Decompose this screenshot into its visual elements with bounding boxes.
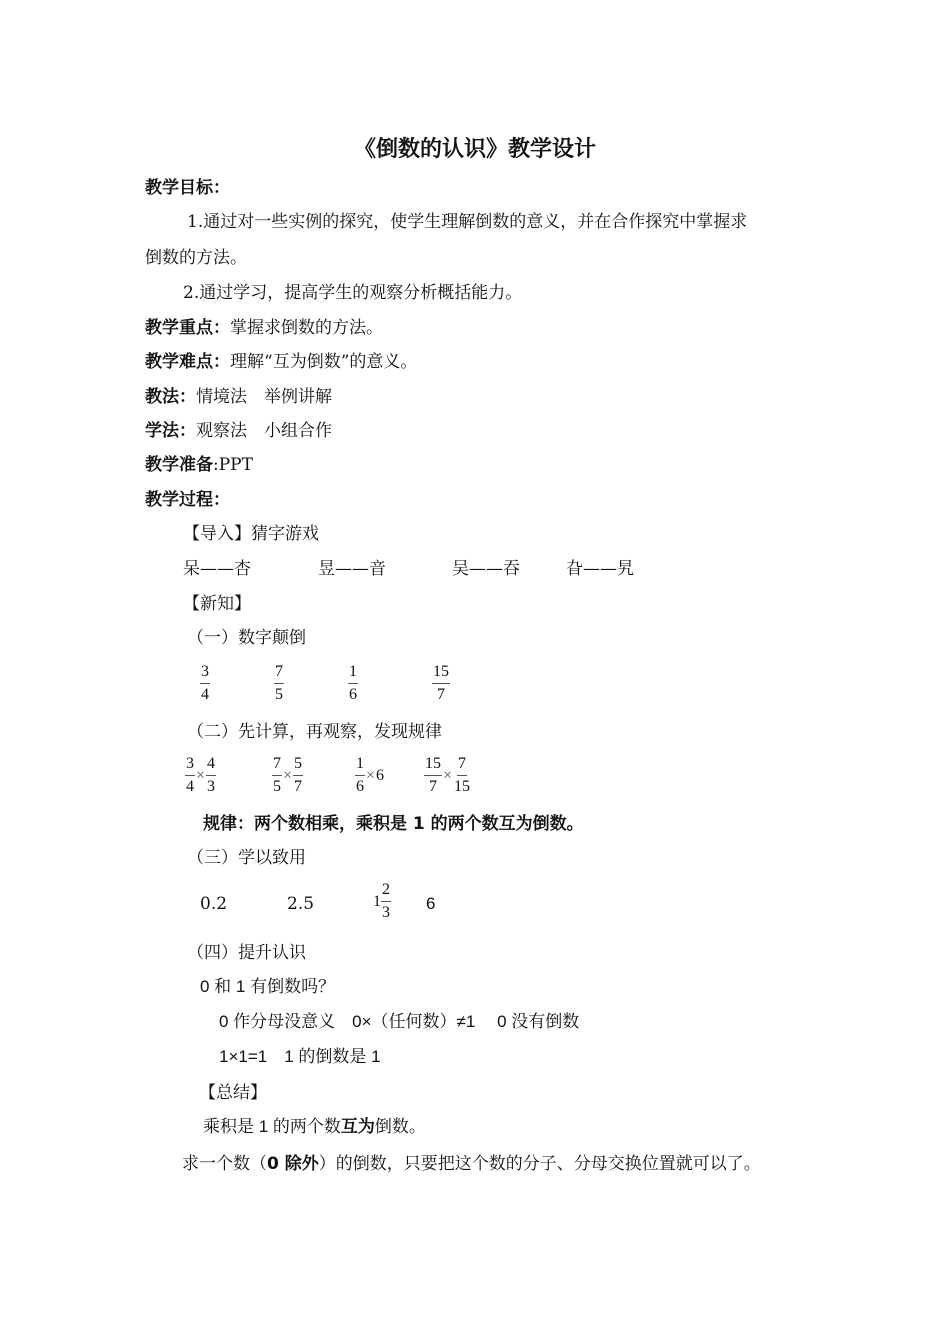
summary-line-2-emphasis: 0 除外	[267, 1154, 319, 1174]
multiplication-expression	[355, 754, 384, 797]
times-sign: ×	[196, 766, 206, 784]
practice-number: 2.5	[287, 894, 315, 914]
numerator: 15	[424, 754, 442, 776]
multiplication-expression	[424, 754, 471, 797]
process-label: 教学过程：	[145, 490, 230, 510]
part3-heading: （三）学以致用	[187, 848, 306, 868]
numerator: 7	[272, 754, 282, 776]
preparation-text: :PPT	[213, 455, 253, 475]
denominator: 7	[437, 686, 445, 703]
summary-line-2	[182, 1152, 761, 1176]
preparation-label: 教学准备	[145, 455, 213, 475]
numerator: 3	[185, 754, 195, 776]
teaching-method-label: 教法：	[145, 387, 196, 407]
denominator: 6	[349, 686, 357, 703]
numerator: 7	[457, 754, 467, 776]
denominator: 4	[201, 686, 209, 703]
denominator: 7	[429, 778, 437, 795]
new-knowledge-heading: 【新知】	[183, 594, 251, 614]
objective-1-line-2: 倒数的方法。	[145, 248, 247, 268]
numerator: 5	[293, 754, 303, 776]
difficulty	[145, 350, 417, 374]
intro-pair: 吴——吞	[452, 559, 520, 579]
key-point-label: 教学重点：	[145, 318, 230, 338]
numerator: 1	[348, 662, 358, 684]
summary-line-1-end: 倒数。	[374, 1117, 426, 1136]
learning-method-text: 观察法 小组合作	[196, 421, 332, 441]
fraction	[348, 662, 358, 705]
denominator: 3	[207, 778, 216, 795]
part4-line-2: 1×1=1 1 的倒数是 1	[219, 1047, 381, 1066]
numerator: 7	[274, 662, 284, 684]
times-sign: ×	[283, 766, 293, 784]
denominator: 7	[294, 778, 303, 795]
teaching-method-text: 情境法 举例讲解	[196, 387, 332, 407]
multiplication-expression	[185, 754, 216, 797]
key-point-text: 掌握求倒数的方法。	[230, 318, 383, 338]
intro-heading: 【导入】猜字游戏	[183, 524, 319, 544]
fraction	[274, 662, 284, 705]
part4-heading: （四）提升认识	[187, 943, 306, 963]
denominator: 6	[356, 778, 364, 795]
objectives-label: 教学目标：	[145, 178, 230, 198]
intro-pair: 旮——旯	[566, 559, 634, 579]
difficulty-text: 理解“互为倒数”的意义。	[230, 352, 418, 372]
objective-1-line-1: 1.通过对一些实例的探究，使学生理解倒数的意义，并在合作探究中掌握求	[187, 212, 748, 232]
multiplication-expression	[272, 754, 303, 797]
summary-line-1-text: 乘积是 1 的两个数	[203, 1117, 341, 1136]
summary-line-1	[203, 1115, 426, 1139]
learning-method-label: 学法：	[145, 421, 196, 441]
numerator: 15	[432, 662, 450, 684]
denominator: 5	[273, 778, 281, 795]
whole-number: 6	[376, 766, 385, 784]
key-point	[145, 316, 383, 340]
mixed-whole: 1	[373, 892, 381, 910]
denominator: 4	[186, 778, 194, 795]
numerator: 2	[381, 880, 391, 902]
denominator: 3	[382, 904, 390, 921]
part2-heading: （二）先计算，再观察，发现规律	[187, 722, 442, 742]
numerator: 4	[206, 754, 216, 776]
numerator: 1	[355, 754, 365, 776]
times-sign: ×	[443, 766, 453, 784]
objective-2: 2.通过学习，提高学生的观察分析概括能力。	[183, 283, 523, 303]
part1-heading: （一）数字颠倒	[187, 628, 306, 648]
mixed-number	[373, 880, 391, 923]
part4-question: 0 和 1 有倒数吗？	[200, 977, 336, 996]
page-title: 《倒数的认识》教学设计	[353, 137, 596, 162]
denominator: 15	[454, 778, 471, 795]
denominator: 5	[275, 686, 283, 703]
practice-number: 6	[426, 894, 436, 913]
intro-pair: 昱——音	[318, 559, 386, 579]
difficulty-label: 教学难点：	[145, 352, 230, 372]
learning-method	[145, 419, 332, 443]
summary-heading: 【总结】	[199, 1083, 267, 1103]
part4-line-1: 0 作分母没意义 0×（任何数）≠1 0 没有倒数	[219, 1012, 580, 1031]
rule-statement: 规律：两个数相乘，乘积是 1 的两个数互为倒数。	[203, 814, 584, 834]
times-sign: ×	[366, 766, 376, 784]
intro-pair: 呆——杏	[183, 559, 251, 579]
summary-line-2-end: ）的倒数，只要把这个数的分子、分母交换位置就可以了。	[318, 1154, 761, 1173]
fraction	[432, 662, 450, 705]
practice-number: 0.2	[200, 894, 228, 914]
summary-line-2-text: 求一个数（	[182, 1154, 267, 1173]
fraction	[200, 662, 210, 705]
preparation	[145, 453, 253, 477]
teaching-method	[145, 385, 332, 409]
numerator: 3	[200, 662, 210, 684]
summary-line-1-emphasis: 互为	[340, 1117, 375, 1137]
